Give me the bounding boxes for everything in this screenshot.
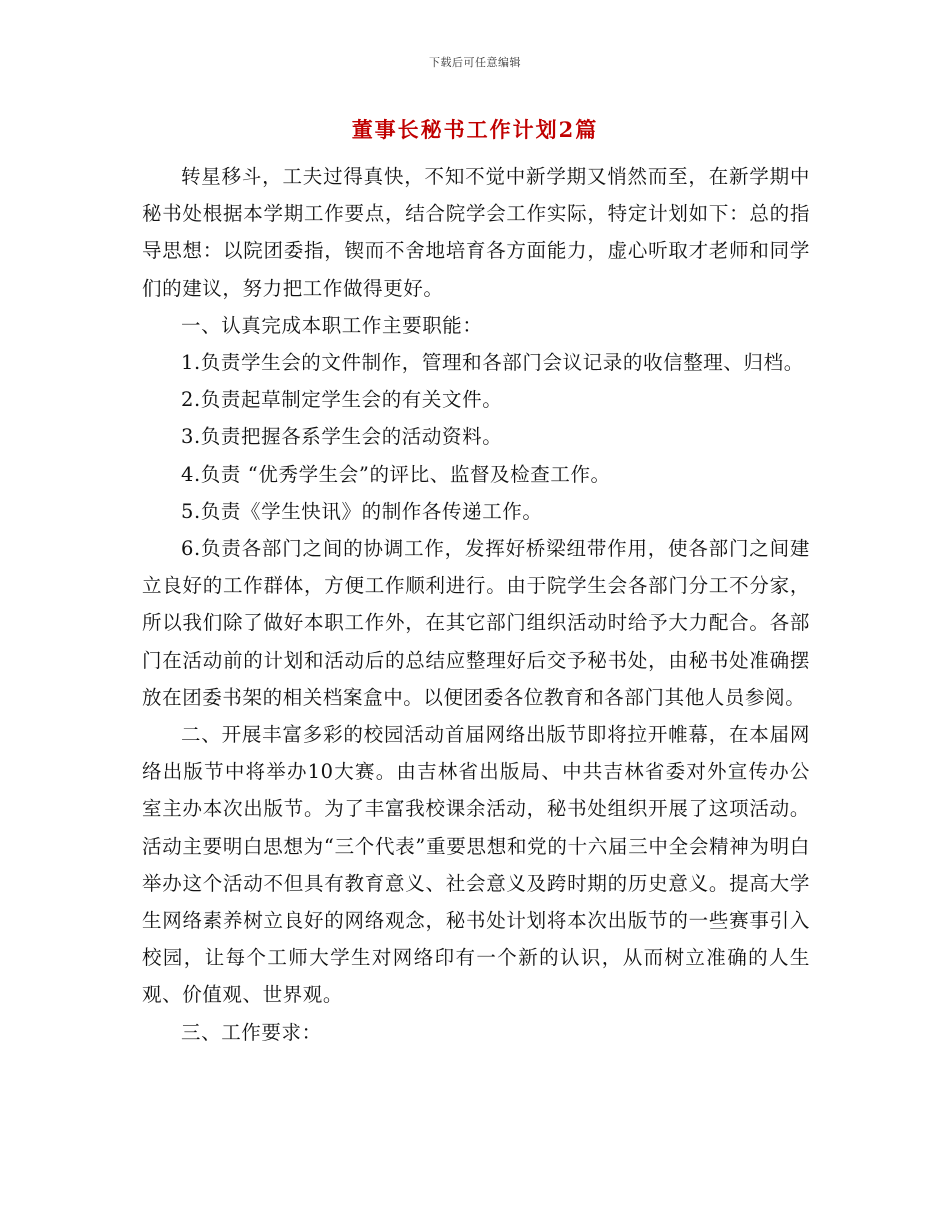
list-item-4: 4.负责 “优秀学生会”的评比、监督及检查工作。 — [181, 462, 611, 486]
list-item-3: 3.负责把握各系学生会的活动资料。 — [181, 425, 503, 449]
section-heading-3: 三、工作要求： — [181, 1020, 322, 1044]
page-header: 下载后可任意编辑 — [429, 56, 521, 69]
document-title: 董事长秘书工作计划2篇 — [351, 117, 599, 142]
list-item-6: 6.负责各部门之间的协调工作，发挥好桥梁纽带作用，使各部门之间建立良好的工作群体，方便工作顺利进行。由于院学生会各部门分工不分家，所以我们除了做好本职工作外，在其它部门组织活动时给予大力配合。各部门在活动前的计划和活动后的总结应整理好后交予秘书处，由秘书处准确摆放在团委书架的相关档案盒中。以便团委各位教育和各部门其他人员参阅。 — [142, 537, 810, 709]
section-heading-1: 一、认真完成本职工作主要职能： — [181, 313, 483, 337]
section-paragraph-2: 二、开展丰富多彩的校园活动首届网络出版节即将拉开帷幕，在本届网络出版节中将举办10大赛。由吉林省出版局、中共吉林省委对外宣传办公室主办本次出版节。为了丰富我校课余活动，秘书处组织开展了这项活动。活动主要明白思想为“三个代表”重要思想和党的十六届三中全会精神为明白举办这个活动不但具有教育意义、社会意义及跨时期的历史意义。提高大学生网络素养树立良好的网络观念，秘书处计划将本次出版节的一些赛事引入校园，让每个工师大学生对网络印有一个新的认识，从而树立准确的人生观、价值观、世界观。 — [142, 723, 810, 1007]
document-body — [142, 158, 810, 1051]
list-item-1: 1.负责学生会的文件制作，管理和各部门会议记录的收信整理、归档。 — [181, 351, 804, 375]
list-item-5: 5.负责《学生快讯》的制作各传递工作。 — [181, 499, 543, 523]
list-item-2: 2.负责起草制定学生会的有关文件。 — [181, 388, 503, 412]
intro-paragraph: 转星移斗，工夫过得真快，不知不觉中新学期又悄然而至，在新学期中秘书处根据本学期工作要点，结合院学会工作实际，特定计划如下：总的指导思想：以院团委指，锲而不舍地培育各方面能力，虚心听取才老师和同学们的建议，努力把工作做得更好。 — [142, 165, 810, 300]
